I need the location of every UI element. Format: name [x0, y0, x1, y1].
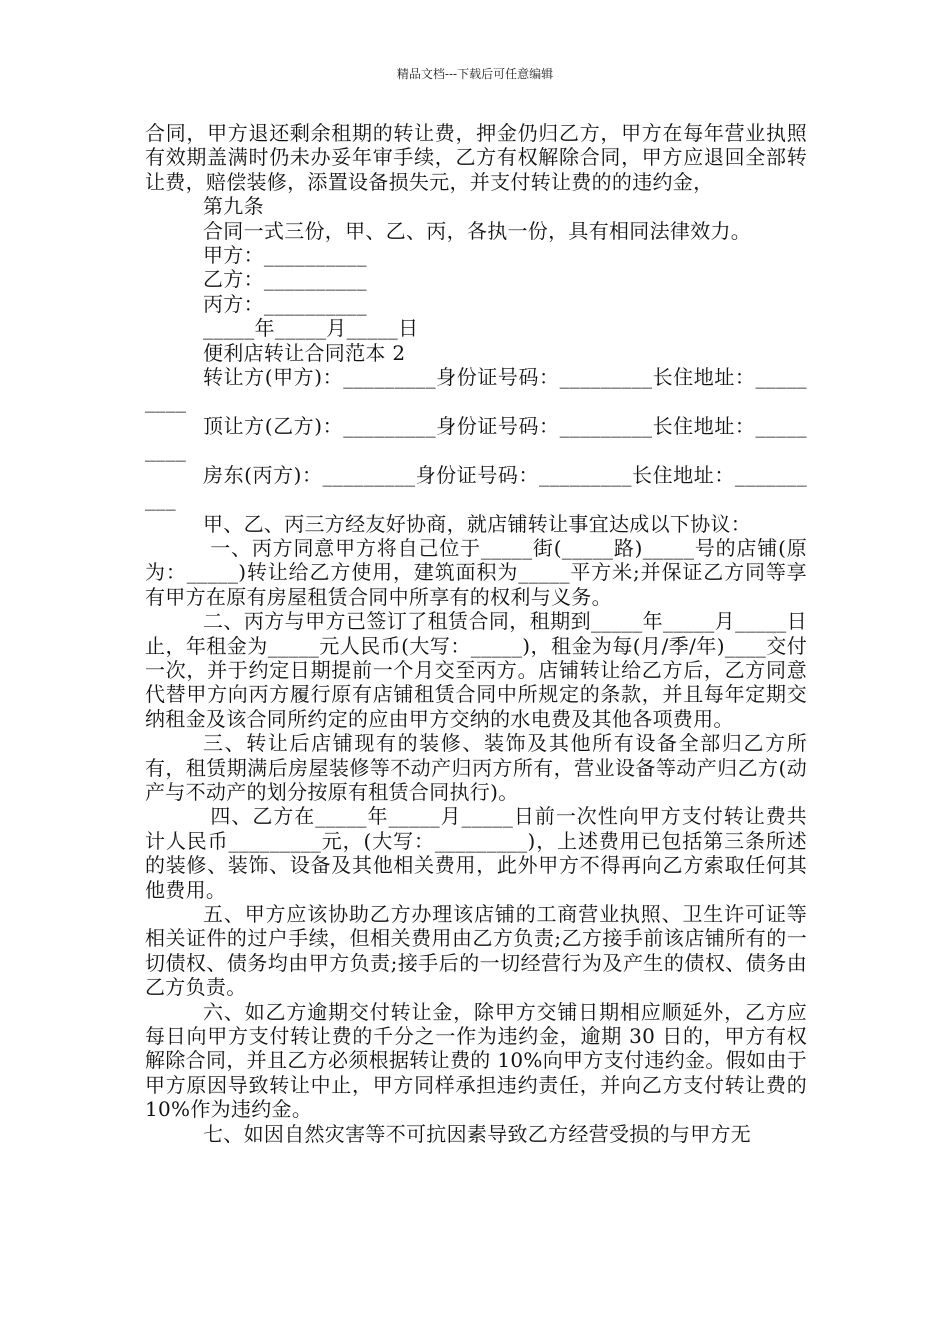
party-b-signature: 乙方：__________: [203, 267, 367, 292]
template-title: 便利店转让合同范本 2: [203, 340, 406, 365]
party-c-signature: 丙方：__________: [203, 291, 367, 316]
landlord-line: 房东(丙方)：_________身份证号码：_________长住地址：__________: [145, 462, 807, 512]
clause-six: 六、如乙方逾期交付转让金，除甲方交铺日期相应顺延外，乙方应每日向甲方支付转让费的千分之一作为违约金，逾期 30 日的，甲方有权解除合同，并且乙方必须根据转让费的 10%向甲方支付违约金。假如由于甲方原因导致转让中止，甲方同样承担违约责任，并向乙方支付转让费的 10%作为违约金。: [145, 999, 814, 1122]
paragraph-termination: 合同，甲方退还剩余租期的转让费，押金仍归乙方，甲方在每年营业执照有效期盖满时仍未办妥年审手续，乙方有权解除合同，甲方应退回全部转让费，赔偿装修，添置设备损失元，并支付转让费的的违约金，: [145, 121, 807, 194]
transferor-line: 转让方(甲方)：_________身份证号码：_________长住地址：_________: [145, 365, 807, 414]
party-a-signature: 甲方：__________: [203, 243, 367, 268]
agreement-intro: 甲、乙、丙三方经友好协商，就店铺转让事宜达成以下协议：: [203, 511, 752, 536]
clause-four: 四、乙方在_____年_____月_____日前一次性向甲方支付转让费共计人民币_________元，(大写：_________)，上述费用已包括第三条所述的装修、装饰、设备及其他相关费用，此外甲方不得再向乙方索取任何其他费用。: [145, 804, 807, 902]
clause-two: 二、丙方与甲方已签订了租赁合同，租期到_____年_____月_____日止，年租金为_____元人民币(大写：_____)，租金为每(月/季/年)____交付一次，并于约定日期提前一个月交至丙方。店铺转让给乙方后，乙方同意代替甲方向丙方履行原有店铺租赁合同中所规定的条款，并且每年定期交纳租金及该合同所约定的应由甲方交纳的水电费及其他各项费用。: [145, 609, 807, 731]
copies-clause: 合同一式三份，甲、乙、丙，各执一份，具有相同法律效力。: [203, 218, 752, 243]
clause-three: 三、转让后店铺现有的装修、装饰及其他所有设备全部归乙方所有，租赁期满后房屋装修等不动产归丙方所有，营业设备等动产归乙方(动产与不动产的划分按原有租赁合同执行)。: [145, 731, 807, 804]
date-line: _____年_____月_____日: [203, 316, 419, 341]
contract-body: [145, 121, 814, 1146]
clause-five: 五、甲方应该协助乙方办理该店铺的工商营业执照、卫生许可证等相关证件的过户手续，但相关费用由乙方负责;乙方接手前该店铺所有的一切债权、债务均由甲方负责;接手后的一切经营行为及产生的债权、债务由乙方负责。: [145, 902, 807, 1000]
clause-one: 一、丙方同意甲方将自己位于_____街(_____路)_____号的店铺(原为：_____)转让给乙方使用，建筑面积为_____平方米;并保证乙方同等享有甲方在原有房屋租赁合同中所享有的权利与义务。: [145, 535, 807, 609]
clause-seven: 七、如因自然灾害等不可抗因素导致乙方经营受损的与甲方无: [203, 1121, 752, 1146]
transferee-line: 顶让方(乙方)：_________身份证号码：_________长住地址：_________: [145, 413, 807, 463]
page-header: 精品文档---下载后可任意编辑: [396, 67, 554, 81]
article-nine-heading: 第九条: [203, 194, 264, 219]
